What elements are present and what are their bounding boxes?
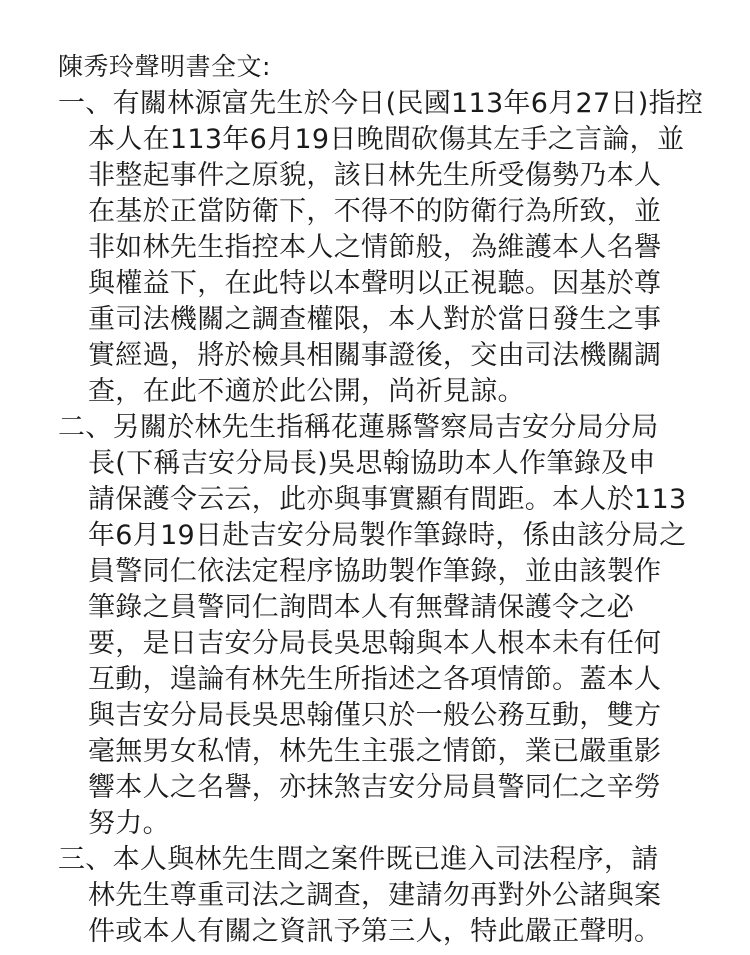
section-2-line: 要，是日吉安分局長吳思翰與本人根本未有任何 <box>88 628 662 659</box>
section-1-line: 非整起事件之原貌，該日林先生所受傷勢乃本人 <box>88 160 662 191</box>
section-2-line: 員警同仁依法定程序協助製作筆錄，並由該製作 <box>88 556 662 587</box>
section-1-line: 本人在113年6月19日晚間砍傷其左手之言論，並 <box>88 124 685 155</box>
section-2-line: 筆錄之員警同仁詢問本人有無聲請保護令之必 <box>88 592 634 623</box>
section-1-marker-line: 一、有關林源富先生於今日(民國113年6月27日)指控 <box>58 88 704 119</box>
section-2-marker-line: 二、另關於林先生指稱花蓮縣警察局吉安分局分局 <box>58 412 659 443</box>
section-2-line: 與吉安分局長吳思翰僅只於一般公務互動，雙方 <box>88 700 662 731</box>
section-2-line: 長(下稱吉安分局長)吳思翰協助本人作筆錄及申 <box>88 448 656 479</box>
document-title: 陳秀玲聲明書全文: <box>58 52 271 81</box>
section-3-marker-line: 三、本人與林先生間之案件既已進入司法程序，請 <box>58 844 659 875</box>
section-1-line: 實經過，將於檢具相關事證後，交由司法機關調 <box>88 340 662 371</box>
section-3-line: 林先生尊重司法之調查，建請勿再對外公諸與案 <box>88 880 662 911</box>
section-3-line: 件或本人有關之資訊予第三人，特此嚴正聲明。 <box>88 916 662 947</box>
section-1-line: 與權益下，在此特以本聲明以正視聽。因基於尊 <box>88 268 662 299</box>
section-1-line: 查，在此不適於此公開，尚祈見諒。 <box>88 376 525 407</box>
section-2-line: 年6月19日赴吉安分局製作筆錄時，係由該分局之 <box>88 520 687 551</box>
section-1-line: 非如林先生指控本人之情節般，為維護本人名譽 <box>88 232 662 263</box>
section-2-line: 互動，遑論有林先生所指述之各項情節。蓋本人 <box>88 664 662 695</box>
section-2-line: 毫無男女私情，林先生主張之情節，業已嚴重影 <box>88 736 662 767</box>
section-1-line: 在基於正當防衛下，不得不的防衛行為所致，並 <box>88 196 662 227</box>
section-2-line: 努力。 <box>88 808 170 839</box>
section-2-line: 請保護令云云，此亦與事實顯有間距。本人於113 <box>88 484 687 515</box>
section-2-line: 響本人之名譽，亦抹煞吉安分局員警同仁之辛勞 <box>88 772 662 803</box>
section-1-line: 重司法機關之調查權限，本人對於當日發生之事 <box>88 304 662 335</box>
